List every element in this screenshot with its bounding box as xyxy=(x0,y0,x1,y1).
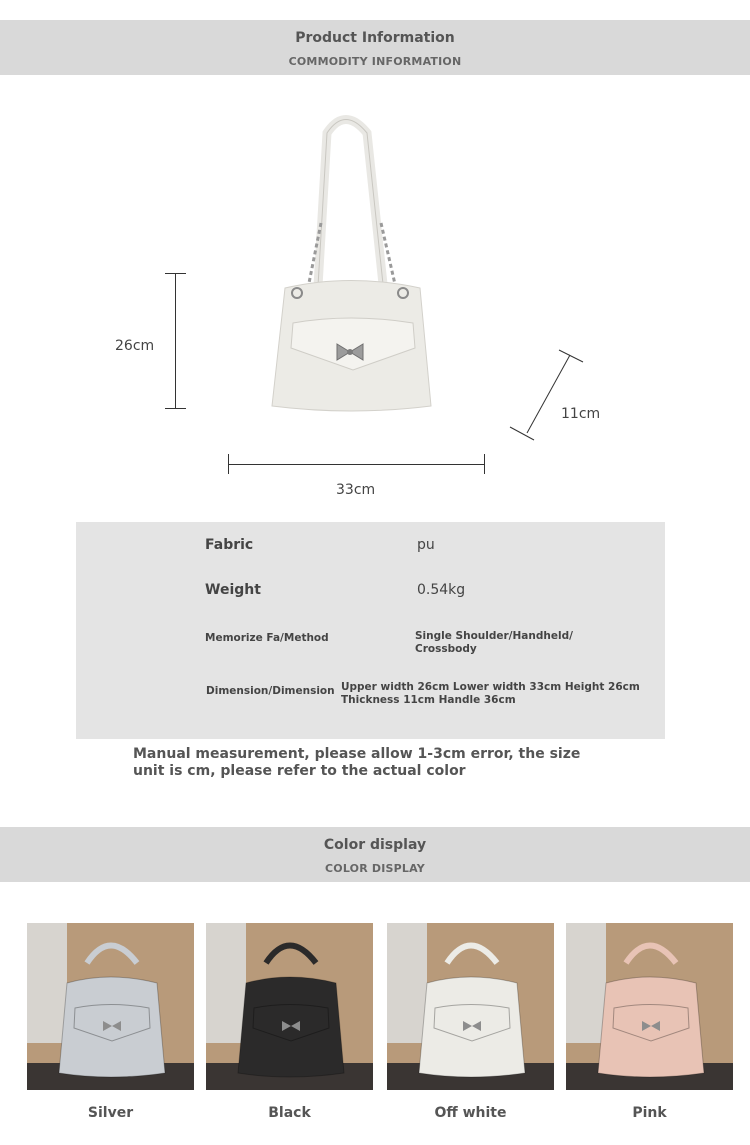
bag-photo-icon xyxy=(387,923,554,1090)
color-label-4: Pink xyxy=(632,1105,667,1121)
width-dimension-cap-right xyxy=(484,454,485,474)
height-dimension-cap-bottom xyxy=(165,408,186,409)
product-info-title: Product Information xyxy=(295,30,455,46)
bag-photo-icon xyxy=(566,923,733,1090)
product-bag-image xyxy=(255,108,450,418)
product-info-banner xyxy=(0,20,750,75)
thickness-dimension-line xyxy=(505,345,590,445)
fabric-label: Fabric xyxy=(205,537,254,553)
color-display-subtitle: COLOR DISPLAY xyxy=(325,862,425,875)
color-display-title: Color display xyxy=(323,837,427,853)
color-swatch-2[interactable] xyxy=(206,923,373,1090)
color-swatch-3[interactable] xyxy=(387,923,554,1090)
color-label-3: Off white xyxy=(434,1105,507,1121)
dimension-value: Upper width 26cm Lower width 33cm Height 26cm Thickness 11cm Handle 36cm xyxy=(341,681,640,706)
method-label: Memorize Fa/Method xyxy=(205,632,329,644)
height-dimension-label: 26cm xyxy=(115,338,155,354)
color-swatch-1[interactable] xyxy=(27,923,194,1090)
bag-photo-icon xyxy=(27,923,194,1090)
fabric-value: pu xyxy=(417,537,435,553)
height-dimension-line xyxy=(175,273,176,408)
measurement-note: Manual measurement, please allow 1-3cm error, the size unit is cm, please refer to the actual color xyxy=(133,746,581,779)
method-value: Single Shoulder/Handheld/ Crossbody xyxy=(415,630,573,655)
thickness-dimension-label: 11cm xyxy=(561,406,601,422)
dimension-label: Dimension/Dimension xyxy=(206,685,335,697)
color-label-2: Black xyxy=(268,1105,311,1121)
weight-value: 0.54kg xyxy=(417,582,466,598)
height-dimension-cap-top xyxy=(165,273,186,274)
color-display-banner xyxy=(0,827,750,882)
weight-label: Weight xyxy=(205,582,261,598)
color-swatch-4[interactable] xyxy=(566,923,733,1090)
bag-photo-icon xyxy=(206,923,373,1090)
product-info-subtitle: COMMODITY INFORMATION xyxy=(288,55,462,68)
width-dimension-label: 33cm xyxy=(336,482,376,498)
color-label-1: Silver xyxy=(87,1105,134,1121)
width-dimension-cap-left xyxy=(228,454,229,474)
width-dimension-line xyxy=(228,464,484,465)
